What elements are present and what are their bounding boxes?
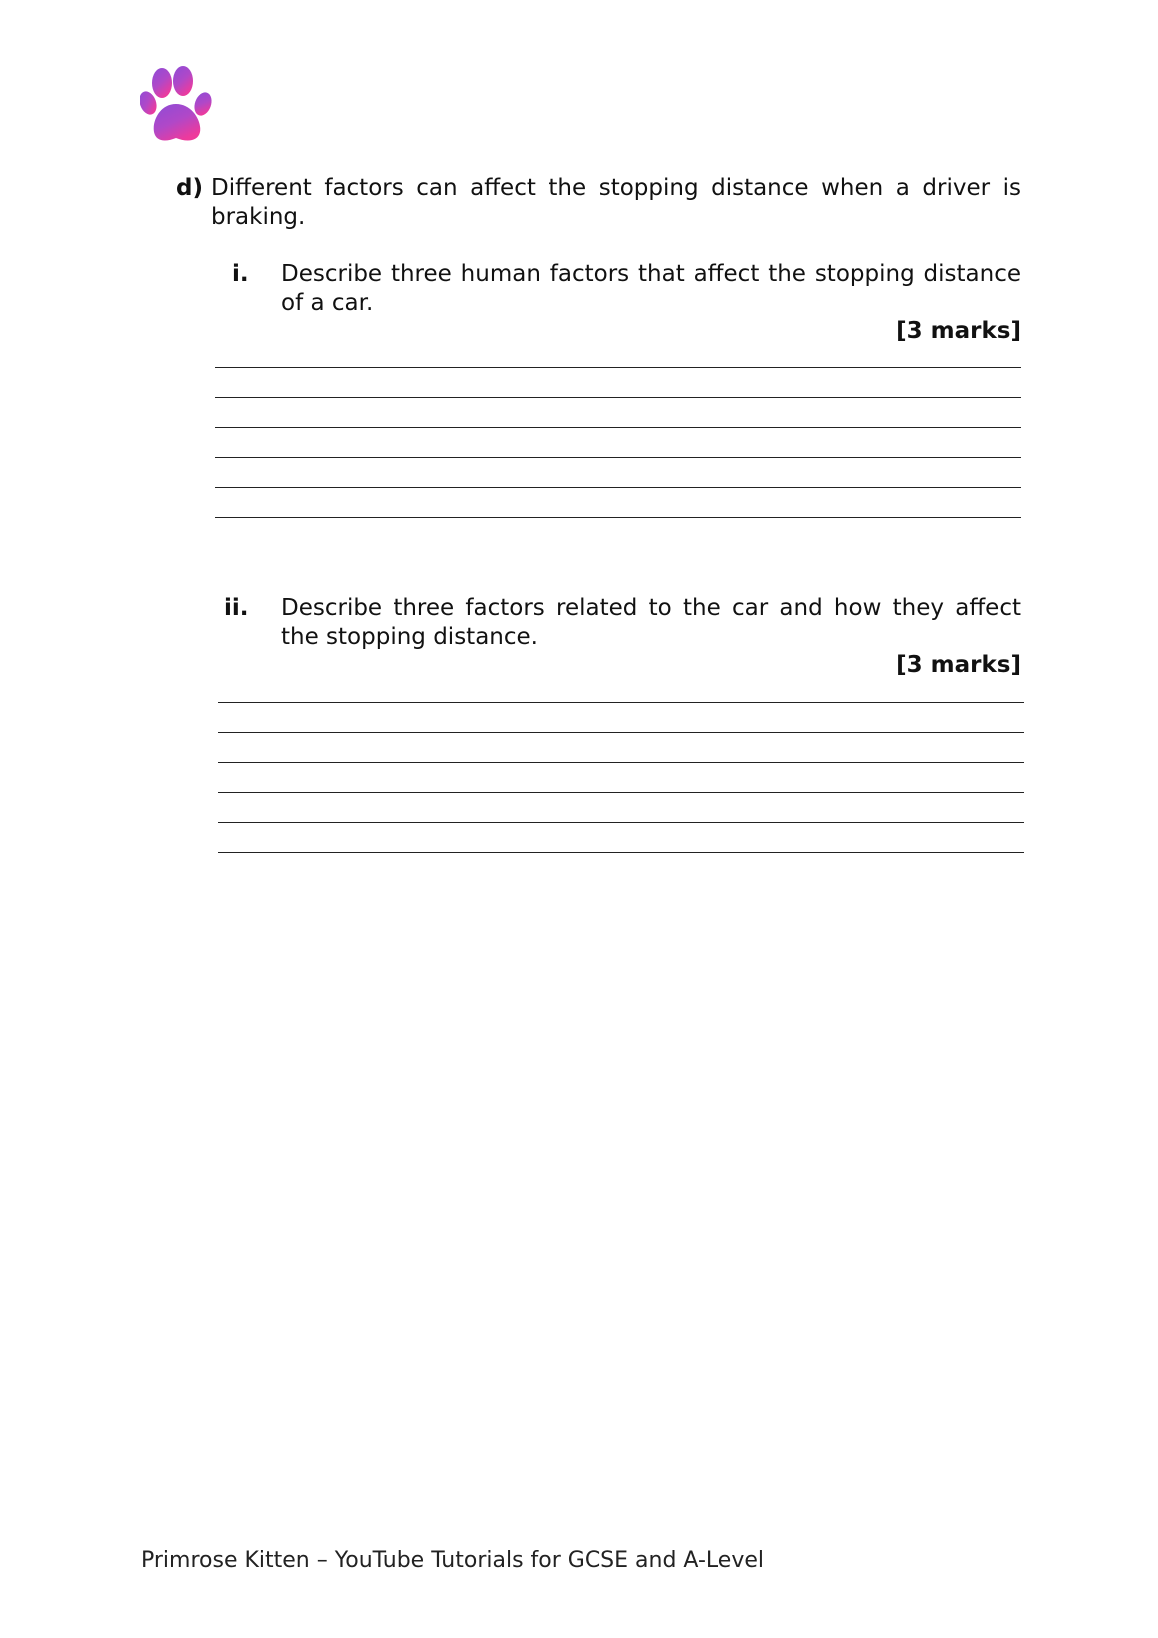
page-footer: Primrose Kitten – YouTube Tutorials for GCSE and A-Level bbox=[141, 1548, 764, 1573]
answer-line[interactable] bbox=[218, 703, 1024, 733]
answer-line[interactable] bbox=[218, 823, 1024, 853]
answer-line[interactable] bbox=[215, 368, 1021, 398]
part-ii-text: Describe three factors related to the car and how they affect the stopping distance. bbox=[281, 595, 1021, 650]
part-ii-marks: [3 marks] bbox=[896, 652, 1021, 678]
answer-line[interactable] bbox=[218, 763, 1024, 793]
answer-line[interactable] bbox=[218, 733, 1024, 763]
part-i-marks: [3 marks] bbox=[896, 318, 1021, 344]
answer-line[interactable] bbox=[215, 458, 1021, 488]
part-i-answer-area[interactable] bbox=[215, 338, 1021, 518]
answer-line[interactable] bbox=[218, 793, 1024, 823]
answer-line[interactable] bbox=[215, 488, 1021, 518]
answer-line[interactable] bbox=[215, 338, 1021, 368]
paw-print-logo-icon bbox=[140, 66, 216, 148]
part-ii-answer-area[interactable] bbox=[218, 673, 1024, 853]
answer-line[interactable] bbox=[215, 398, 1021, 428]
part-i-text: Describe three human factors that affect the stopping distance of a car. bbox=[281, 261, 1021, 316]
answer-line[interactable] bbox=[215, 428, 1021, 458]
part-ii-label: ii. bbox=[224, 595, 249, 621]
question-d-text: Different factors can affect the stopping distance when a driver is braking. bbox=[211, 175, 1021, 230]
part-i-label: i. bbox=[232, 261, 249, 287]
answer-line[interactable] bbox=[218, 673, 1024, 703]
question-d-label: d) bbox=[176, 175, 203, 201]
